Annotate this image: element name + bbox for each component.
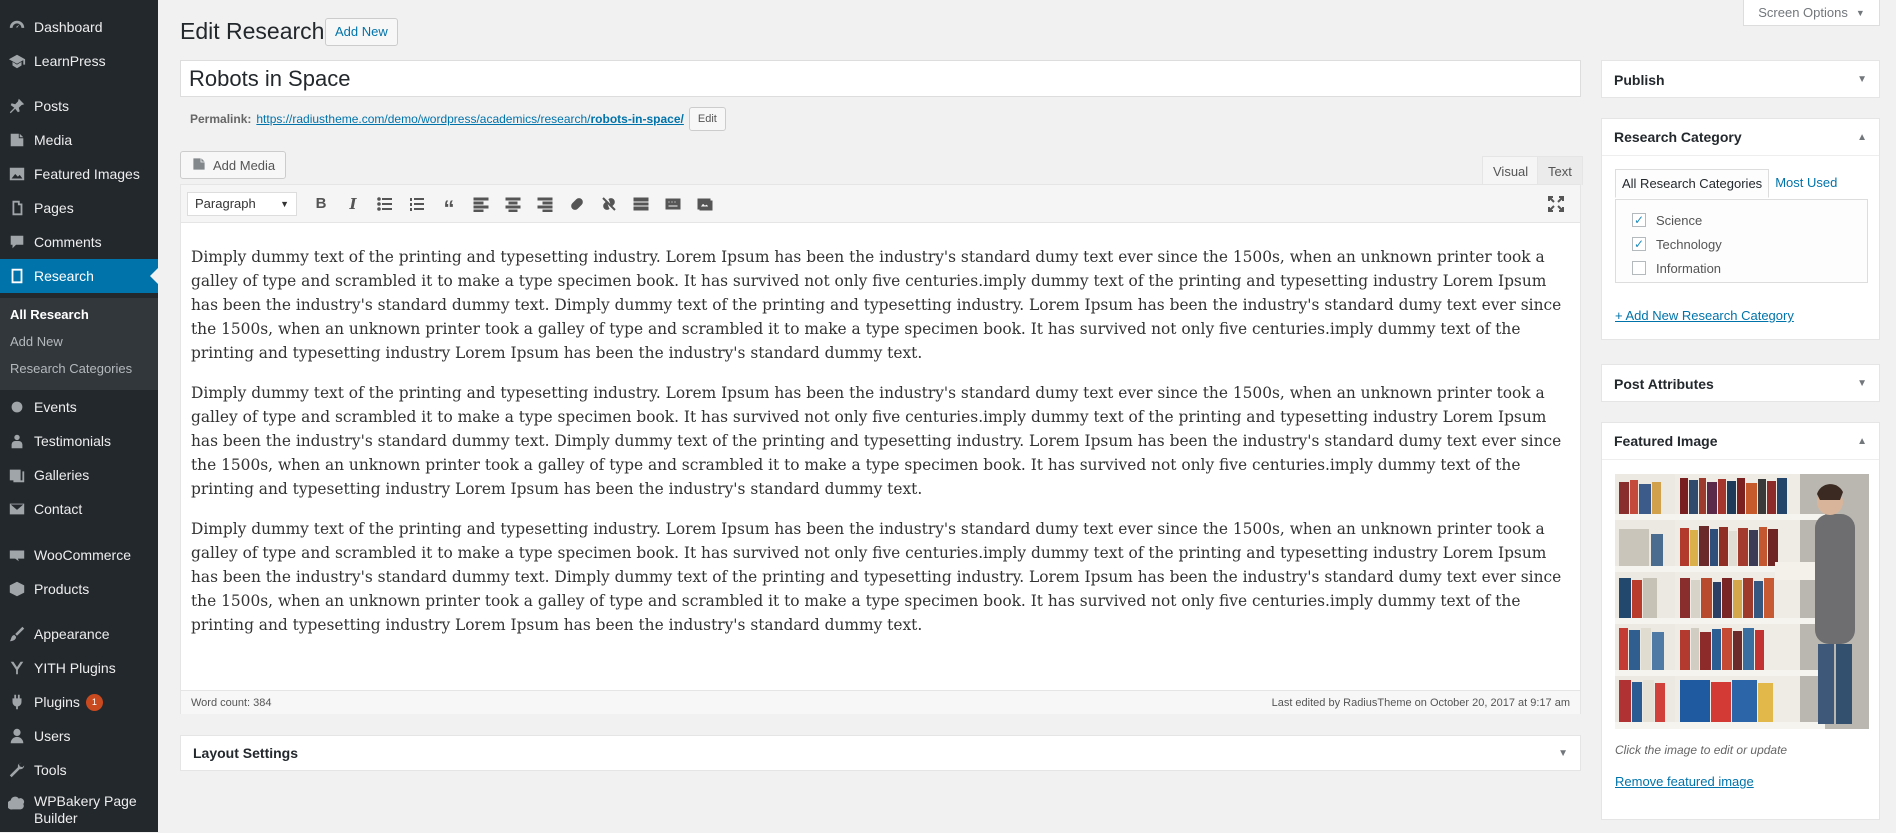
graduation-cap-icon bbox=[0, 52, 34, 70]
editor-status-bar bbox=[181, 690, 1580, 714]
bullet-list-button[interactable] bbox=[369, 190, 401, 218]
sidebar-label: LearnPress bbox=[34, 53, 106, 69]
users-icon bbox=[0, 727, 34, 745]
sidebar-label: Events bbox=[34, 399, 77, 415]
box-icon bbox=[0, 580, 34, 598]
format-select-value: Paragraph bbox=[195, 196, 256, 211]
image-icon bbox=[0, 165, 34, 183]
tab-most-used[interactable]: Most Used bbox=[1775, 175, 1838, 190]
remove-featured-image-link[interactable]: Remove featured image bbox=[1615, 774, 1754, 789]
align-left-button[interactable] bbox=[465, 190, 497, 218]
post-title-input[interactable]: Robots in Space bbox=[180, 60, 1581, 97]
category-label: Science bbox=[1656, 212, 1703, 228]
align-right-button[interactable] bbox=[529, 190, 561, 218]
yith-icon bbox=[0, 659, 34, 677]
bold-icon: B bbox=[315, 195, 327, 212]
caret-down-icon[interactable]: ▼ bbox=[1857, 74, 1867, 85]
admin-sidebar bbox=[0, 0, 158, 832]
sidebar-label: Galleries bbox=[34, 467, 90, 483]
gallery-icon bbox=[0, 466, 34, 484]
caret-down-icon: ▼ bbox=[1855, 7, 1865, 18]
post-attributes-header[interactable] bbox=[1602, 365, 1879, 402]
caret-down-icon[interactable]: ▼ bbox=[1558, 747, 1568, 759]
research-submenu bbox=[0, 298, 158, 390]
add-new-button[interactable]: Add New bbox=[325, 18, 398, 46]
fullscreen-button[interactable] bbox=[1540, 190, 1572, 218]
sidebar-item-contact[interactable] bbox=[0, 492, 158, 526]
align-center-button[interactable] bbox=[497, 190, 529, 218]
plug-icon bbox=[0, 693, 34, 711]
sidebar-item-pages[interactable] bbox=[0, 191, 158, 225]
wpbakery-icon bbox=[0, 793, 34, 813]
featured-image-title: Featured Image bbox=[1614, 433, 1718, 449]
permalink-row bbox=[190, 107, 726, 131]
editor-container bbox=[180, 184, 1581, 714]
sidebar-label: Products bbox=[34, 581, 90, 597]
italic-button[interactable] bbox=[337, 190, 369, 218]
italic-icon: I bbox=[349, 194, 357, 213]
edit-permalink-button[interactable]: Edit bbox=[689, 107, 726, 131]
permalink-base: https://radiustheme.com/demo/wordpress/academics/research/ bbox=[256, 112, 591, 126]
sidebar-label: Dashboard bbox=[34, 19, 103, 35]
woo-icon bbox=[0, 546, 34, 564]
submenu-research-categories[interactable]: Research Categories bbox=[10, 361, 133, 376]
mail-icon bbox=[0, 500, 34, 518]
tab-all-research-categories[interactable]: All Research Categories bbox=[1615, 169, 1769, 198]
checkbox-science[interactable]: ✓ bbox=[1633, 213, 1645, 227]
content-paragraph: Dimply dummy text of the printing and typesetting industry. Lorem Ipsum has been the industry's standard dumy text ever since the 1500s, when an unknown printer took a galley of type and scrambled it to make a type specimen book. It has survived not only five centuries.imply dummy text of the printing and typesetting industry Lorem Ipsum has been the industry's standard dummy text. Dimply dummy text of the printing and typesetting industry. Lorem Ipsum has been the industry's standard dumy text ever since the 1500s, when an unknown printer took a galley of type and scrambled it to make a type specimen book. It has survived not only five centuries.imply dummy text of the printing and typesetting industry Lorem Ipsum has been the industry's standard dummy text. bbox=[191, 248, 1562, 362]
sidebar-item-media[interactable] bbox=[0, 123, 158, 157]
keyboard-icon bbox=[665, 196, 681, 212]
post-attributes-box bbox=[1601, 364, 1880, 402]
read-more-button[interactable] bbox=[625, 190, 657, 218]
permalink-label: Permalink: bbox=[190, 112, 252, 126]
checkbox-information[interactable] bbox=[1632, 261, 1646, 275]
image-icon bbox=[697, 196, 713, 212]
caret-down-icon: ▼ bbox=[280, 198, 289, 209]
sidebar-label: Research bbox=[34, 268, 94, 284]
checkbox-technology[interactable]: ✓ bbox=[1633, 237, 1645, 251]
add-media-button[interactable] bbox=[180, 151, 286, 179]
media-icon bbox=[191, 156, 207, 175]
layout-settings-title: Layout Settings bbox=[193, 745, 299, 761]
featured-image-thumbnail[interactable] bbox=[1615, 474, 1869, 729]
category-item-technology bbox=[1632, 232, 1867, 256]
format-select[interactable] bbox=[187, 192, 297, 216]
category-item-science bbox=[1632, 208, 1867, 232]
page-title: Edit Research bbox=[180, 18, 325, 44]
sidebar-item-appearance[interactable] bbox=[0, 617, 158, 651]
quote-icon: “ bbox=[443, 195, 455, 221]
featured-image-box bbox=[1601, 422, 1880, 820]
page-icon bbox=[0, 199, 34, 217]
sidebar-item-plugins[interactable] bbox=[0, 685, 158, 719]
read-more-icon bbox=[633, 196, 649, 212]
submenu-all-research[interactable]: All Research bbox=[10, 307, 89, 322]
sidebar-item-users[interactable] bbox=[0, 719, 158, 753]
tab-visual[interactable]: Visual bbox=[1482, 156, 1539, 185]
category-tabs bbox=[1615, 169, 1843, 198]
align-center-icon bbox=[505, 196, 521, 212]
insert-link-button[interactable] bbox=[561, 190, 593, 218]
category-label: Technology bbox=[1656, 236, 1722, 252]
sidebar-label: Featured Images bbox=[34, 166, 140, 182]
sidebar-label: Testimonials bbox=[34, 433, 112, 449]
category-item-information bbox=[1632, 256, 1867, 280]
permalink-slug: robots-in-space/ bbox=[590, 112, 684, 126]
numbered-list-button[interactable] bbox=[401, 190, 433, 218]
insert-image-button[interactable] bbox=[689, 190, 721, 218]
research-category-header[interactable] bbox=[1602, 119, 1879, 156]
sidebar-item-comments[interactable] bbox=[0, 225, 158, 259]
add-new-category-link[interactable]: + Add New Research Category bbox=[1615, 308, 1794, 323]
sidebar-item-dashboard[interactable] bbox=[0, 10, 158, 44]
plugins-update-badge: 1 bbox=[86, 694, 103, 711]
remove-link-button[interactable] bbox=[593, 190, 625, 218]
category-label: Information bbox=[1656, 260, 1722, 276]
align-right-icon bbox=[537, 196, 553, 212]
sidebar-label: Tools bbox=[34, 762, 67, 778]
link-icon bbox=[569, 196, 585, 212]
sidebar-label: Plugins bbox=[34, 694, 80, 710]
add-media-label: Add Media bbox=[213, 157, 276, 173]
sidebar-item-events[interactable] bbox=[0, 390, 158, 424]
sidebar-item-woocommerce[interactable] bbox=[0, 538, 158, 572]
featured-image-header[interactable] bbox=[1602, 423, 1879, 460]
sidebar-item-yith-plugins[interactable] bbox=[0, 651, 158, 685]
sidebar-item-galleries[interactable] bbox=[0, 458, 158, 492]
last-edited: Last edited by RadiusTheme on October 20, 2017 at 9:17 am bbox=[1271, 696, 1570, 709]
sidebar-item-testimonials[interactable] bbox=[0, 424, 158, 458]
content-paragraph: Dimply dummy text of the printing and typesetting industry. Lorem Ipsum has been the industry's standard dumy text ever since the 1500s, when an unknown printer took a galley of type and scrambled it to make a type specimen book. It has survived not only five centuries.imply dummy text of the printing and typesetting industry Lorem Ipsum has been the industry's standard dummy text. Dimply dummy text of the printing and typesetting industry. Lorem Ipsum has been the industry's standard dumy text ever since the 1500s, when an unknown printer took a galley of type and scrambled it to make a type specimen book. It has survived not only five centuries.imply dummy text of the printing and typesetting industry Lorem Ipsum has been the industry's standard dummy text. bbox=[191, 384, 1562, 498]
fullscreen-icon bbox=[1548, 196, 1564, 212]
sidebar-label: Pages bbox=[34, 200, 74, 216]
permalink-link[interactable] bbox=[256, 112, 684, 126]
sidebar-label: WooCommerce bbox=[34, 547, 131, 563]
brush-icon bbox=[0, 625, 34, 643]
sidebar-item-research[interactable] bbox=[0, 259, 158, 293]
media-icon bbox=[0, 131, 34, 149]
pin-icon bbox=[0, 97, 34, 115]
numbered-list-icon bbox=[409, 196, 425, 212]
wrench-icon bbox=[0, 761, 34, 779]
publish-box bbox=[1601, 60, 1880, 98]
publish-box-title: Publish bbox=[1614, 71, 1665, 88]
content-paragraph: Dimply dummy text of the printing and typesetting industry. Lorem Ipsum has been the industry's standard dumy text ever since the 1500s, when an unknown printer took a galley of type and scrambled it to make a type specimen book. It has survived not only five centuries.imply dummy text of the printing and typesetting industry Lorem Ipsum has been the industry's standard dummy text. Dimply dummy text of the printing and typesetting industry. Lorem Ipsum has been the industry's standard dumy text ever since the 1500s, when an unknown printer took a galley of type and scrambled it to make a type specimen book. It has survived not only five centuries.imply dummy text of the printing and typesetting industry Lorem Ipsum has been the industry's standard dummy text. bbox=[191, 520, 1562, 634]
editor-toolbar bbox=[181, 185, 1580, 223]
editor-content[interactable] bbox=[191, 245, 1571, 653]
book-icon bbox=[0, 267, 34, 285]
sidebar-item-featured-images[interactable] bbox=[0, 157, 158, 191]
research-category-title: Research Category bbox=[1614, 129, 1742, 145]
gear-icon bbox=[0, 398, 34, 416]
sidebar-item-wpbakery[interactable] bbox=[0, 793, 158, 833]
featured-image-caption: Click the image to edit or update bbox=[1615, 743, 1788, 757]
toolbar-toggle-button[interactable] bbox=[657, 190, 689, 218]
screen-options-label: Screen Options bbox=[1758, 5, 1848, 20]
comment-icon bbox=[0, 233, 34, 251]
publish-box-header[interactable] bbox=[1602, 61, 1879, 98]
submenu-add-new[interactable]: Add New bbox=[10, 334, 63, 349]
align-left-icon bbox=[473, 196, 489, 212]
dashboard-icon bbox=[0, 18, 34, 36]
sidebar-label: Comments bbox=[34, 234, 102, 250]
post-attributes-title: Post Attributes bbox=[1614, 375, 1714, 392]
bookshelf-image bbox=[1615, 474, 1869, 729]
research-category-box bbox=[1601, 118, 1880, 340]
sidebar-label: YITH Plugins bbox=[34, 660, 116, 676]
sidebar-label: Media bbox=[34, 132, 73, 148]
person-icon bbox=[0, 432, 34, 450]
sidebar-item-posts[interactable] bbox=[0, 89, 158, 123]
bullet-list-icon bbox=[377, 196, 393, 212]
sidebar-item-learnpress[interactable] bbox=[0, 44, 158, 78]
blockquote-button[interactable] bbox=[433, 190, 465, 221]
caret-up-icon[interactable]: ▲ bbox=[1857, 435, 1867, 447]
caret-up-icon[interactable]: ▲ bbox=[1857, 131, 1867, 143]
tab-text[interactable]: Text bbox=[1537, 156, 1583, 185]
sidebar-label: WPBakery Page Builder bbox=[34, 793, 137, 826]
sidebar-label: Posts bbox=[34, 98, 70, 114]
bold-button[interactable] bbox=[305, 190, 337, 218]
sidebar-item-tools[interactable] bbox=[0, 753, 158, 787]
sidebar-label: Contact bbox=[34, 501, 83, 517]
unlink-icon bbox=[601, 196, 617, 212]
word-count: Word count: 384 bbox=[191, 696, 272, 709]
sidebar-item-products[interactable] bbox=[0, 572, 158, 606]
screen-options-button[interactable] bbox=[1743, 0, 1880, 26]
category-checklist bbox=[1615, 199, 1868, 283]
caret-down-icon[interactable]: ▼ bbox=[1857, 378, 1867, 389]
sidebar-label: Users bbox=[34, 728, 71, 744]
sidebar-label: Appearance bbox=[34, 626, 110, 642]
layout-settings-box[interactable] bbox=[180, 735, 1581, 771]
